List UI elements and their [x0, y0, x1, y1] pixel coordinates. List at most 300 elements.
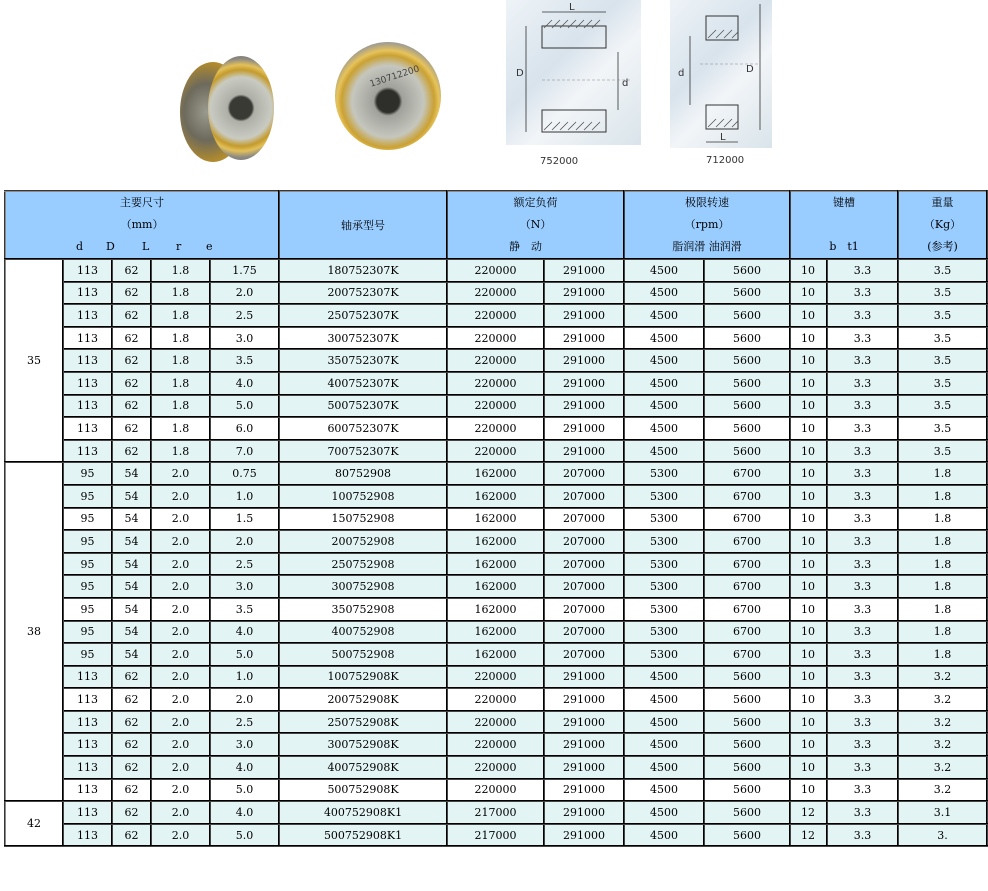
table-row [5, 666, 987, 689]
cell-b: 10 [790, 259, 827, 282]
cell-dynamic: 207000 [544, 621, 624, 644]
cell-oil: 6700 [704, 621, 790, 644]
cell-D: 54 [112, 462, 151, 485]
weight-title: 重量 [931, 196, 954, 209]
table-row [5, 440, 987, 463]
cell-d: 113 [63, 779, 112, 802]
cell-r: 2.5 [210, 711, 279, 734]
cell-d: 113 [63, 756, 112, 779]
cell-static: 217000 [447, 824, 544, 847]
table-row [5, 304, 987, 327]
cell-t1: 3.3 [827, 779, 898, 802]
cell-t1: 3.3 [827, 824, 898, 847]
cell-model: 300752908K [279, 733, 447, 756]
cell-grease: 5300 [624, 530, 704, 553]
cell-d: 113 [63, 327, 112, 350]
cell-L: 2.0 [151, 643, 210, 666]
cell-d: 113 [63, 666, 112, 689]
cell-t1: 3.3 [827, 417, 898, 440]
cell-grease: 4500 [624, 824, 704, 847]
cell-grease: 4500 [624, 327, 704, 350]
cell-d: 113 [63, 282, 112, 305]
cell-model: 400752908K1 [279, 801, 447, 824]
cell-r: 5.0 [210, 395, 279, 418]
cell-oil: 5600 [704, 395, 790, 418]
cell-weight: 1.8 [898, 643, 987, 666]
cell-b: 10 [790, 688, 827, 711]
cell-grease: 4500 [624, 688, 704, 711]
cell-D: 62 [112, 304, 151, 327]
cell-dynamic: 291000 [544, 779, 624, 802]
cell-D: 62 [112, 372, 151, 395]
cell-static: 162000 [447, 462, 544, 485]
table-row [5, 327, 987, 350]
cell-b: 10 [790, 643, 827, 666]
cell-oil: 6700 [704, 643, 790, 666]
cell-model: 200752908 [279, 530, 447, 553]
cell-oil: 5600 [704, 688, 790, 711]
cell-b: 10 [790, 282, 827, 305]
cell-L: 2.0 [151, 553, 210, 576]
cell-r: 2.0 [210, 688, 279, 711]
cell-oil: 5600 [704, 282, 790, 305]
cell-grease: 4500 [624, 779, 704, 802]
cell-b: 10 [790, 553, 827, 576]
cell-model: 500752908K1 [279, 824, 447, 847]
cell-d: 113 [63, 688, 112, 711]
table-row [5, 756, 987, 779]
cell-d: 95 [63, 462, 112, 485]
col-e: e [206, 240, 213, 253]
cell-t1: 3.3 [827, 756, 898, 779]
cell-d: 113 [63, 417, 112, 440]
cell-D: 62 [112, 349, 151, 372]
cell-D: 62 [112, 440, 151, 463]
col-D: D [106, 240, 115, 253]
cell-b: 10 [790, 372, 827, 395]
table-row [5, 733, 987, 756]
cell-r: 1.0 [210, 666, 279, 689]
cell-dynamic: 291000 [544, 824, 624, 847]
cell-D: 54 [112, 643, 151, 666]
cell-L: 2.0 [151, 733, 210, 756]
cell-b: 10 [790, 327, 827, 350]
cell-r: 4.0 [210, 621, 279, 644]
cell-b: 12 [790, 801, 827, 824]
cell-oil: 6700 [704, 508, 790, 531]
cell-static: 220000 [447, 395, 544, 418]
cell-r: 2.5 [210, 304, 279, 327]
speed-title: 极限转速 [685, 196, 730, 209]
cell-weight: 1.8 [898, 485, 987, 508]
cell-weight: 3.2 [898, 779, 987, 802]
cell-static: 220000 [447, 417, 544, 440]
cell-t1: 3.3 [827, 508, 898, 531]
cell-D: 62 [112, 824, 151, 847]
cell-model: 400752307K [279, 372, 447, 395]
cell-grease: 5300 [624, 553, 704, 576]
cell-static: 220000 [447, 756, 544, 779]
cell-static: 220000 [447, 733, 544, 756]
cell-L: 2.0 [151, 801, 210, 824]
cell-d: 95 [63, 485, 112, 508]
cell-D: 62 [112, 282, 151, 305]
cell-grease: 4500 [624, 711, 704, 734]
cell-d: 113 [63, 304, 112, 327]
group-label-cell: 35 [5, 259, 63, 462]
cell-grease: 5300 [624, 508, 704, 531]
table-row [5, 688, 987, 711]
header-keyway [790, 191, 898, 259]
cell-b: 10 [790, 733, 827, 756]
cell-b: 10 [790, 756, 827, 779]
cell-weight: 1.8 [898, 508, 987, 531]
cell-b: 10 [790, 621, 827, 644]
cell-static: 162000 [447, 598, 544, 621]
cell-oil: 5600 [704, 756, 790, 779]
cell-L: 2.0 [151, 530, 210, 553]
cell-dynamic: 207000 [544, 575, 624, 598]
cell-weight: 1.8 [898, 553, 987, 576]
cell-weight: 3.5 [898, 282, 987, 305]
table-row [5, 530, 987, 553]
cell-oil: 5600 [704, 779, 790, 802]
dims-unit: （mm） [120, 218, 164, 231]
cell-D: 54 [112, 621, 151, 644]
cell-d: 113 [63, 259, 112, 282]
cell-model: 350752307K [279, 349, 447, 372]
bearing-spec-table [4, 190, 988, 847]
cell-r: 6.0 [210, 417, 279, 440]
cell-L: 2.0 [151, 462, 210, 485]
cell-r: 5.0 [210, 643, 279, 666]
cell-weight: 3.2 [898, 733, 987, 756]
cell-d: 95 [63, 575, 112, 598]
cell-L: 1.8 [151, 440, 210, 463]
cell-model: 600752307K [279, 417, 447, 440]
cell-t1: 3.3 [827, 553, 898, 576]
cell-oil: 5600 [704, 824, 790, 847]
cell-b: 10 [790, 711, 827, 734]
cell-b: 10 [790, 530, 827, 553]
cell-static: 162000 [447, 530, 544, 553]
cell-b: 10 [790, 666, 827, 689]
cell-L: 1.8 [151, 259, 210, 282]
cell-b: 10 [790, 304, 827, 327]
cell-d: 113 [63, 395, 112, 418]
group-label-cell: 42 [5, 801, 63, 846]
cell-dynamic: 291000 [544, 440, 624, 463]
cell-oil: 5600 [704, 666, 790, 689]
cell-D: 62 [112, 327, 151, 350]
cell-grease: 4500 [624, 349, 704, 372]
cell-static: 162000 [447, 643, 544, 666]
cell-weight: 3.5 [898, 372, 987, 395]
cell-grease: 4500 [624, 372, 704, 395]
weight-note: (参考) [927, 240, 958, 253]
speed-cols: 脂润滑 油润滑 [672, 240, 742, 253]
key-title: 键槽 [833, 196, 856, 209]
cell-model: 100752908 [279, 485, 447, 508]
cell-grease: 5300 [624, 643, 704, 666]
cell-weight: 1.8 [898, 575, 987, 598]
cell-dynamic: 207000 [544, 553, 624, 576]
cell-b: 10 [790, 508, 827, 531]
cell-t1: 3.3 [827, 711, 898, 734]
cell-dynamic: 207000 [544, 643, 624, 666]
cell-weight: 3.5 [898, 327, 987, 350]
cell-d: 113 [63, 824, 112, 847]
cell-grease: 5300 [624, 485, 704, 508]
cell-b: 10 [790, 417, 827, 440]
product-figures [0, 0, 988, 188]
cell-dynamic: 291000 [544, 327, 624, 350]
speed-unit: （rpm） [684, 218, 730, 231]
cell-r: 3.5 [210, 598, 279, 621]
cell-r: 3.0 [210, 327, 279, 350]
cell-dynamic: 291000 [544, 801, 624, 824]
cell-L: 1.8 [151, 304, 210, 327]
cell-oil: 6700 [704, 462, 790, 485]
cell-L: 2.0 [151, 824, 210, 847]
cell-grease: 4500 [624, 417, 704, 440]
cell-model: 200752908K [279, 688, 447, 711]
cell-t1: 3.3 [827, 327, 898, 350]
table-row [5, 598, 987, 621]
cell-D: 62 [112, 688, 151, 711]
cell-model: 350752908 [279, 598, 447, 621]
cell-static: 220000 [447, 779, 544, 802]
cell-b: 12 [790, 824, 827, 847]
cell-static: 220000 [447, 666, 544, 689]
cell-weight: 1.8 [898, 621, 987, 644]
cell-L: 2.0 [151, 508, 210, 531]
cell-oil: 6700 [704, 575, 790, 598]
table-row [5, 259, 987, 282]
cell-D: 54 [112, 530, 151, 553]
cell-L: 2.0 [151, 485, 210, 508]
cell-b: 10 [790, 462, 827, 485]
bearing-marking: 130712200 [368, 64, 421, 90]
table-body [5, 259, 987, 846]
key-cols: b t1 [829, 240, 859, 253]
cell-r: 2.0 [210, 282, 279, 305]
cell-dynamic: 291000 [544, 372, 624, 395]
cell-oil: 5600 [704, 711, 790, 734]
cell-b: 10 [790, 575, 827, 598]
diagram-caption-712000: 712000 [706, 155, 745, 166]
cell-oil: 5600 [704, 801, 790, 824]
cell-b: 10 [790, 598, 827, 621]
cell-grease: 5300 [624, 575, 704, 598]
cell-model: 250752307K [279, 304, 447, 327]
cell-oil: 5600 [704, 733, 790, 756]
cell-weight: 3. [898, 824, 987, 847]
cell-t1: 3.3 [827, 304, 898, 327]
cell-L: 1.8 [151, 349, 210, 372]
cell-t1: 3.3 [827, 598, 898, 621]
cell-L: 2.0 [151, 688, 210, 711]
cell-dynamic: 291000 [544, 395, 624, 418]
cell-oil: 5600 [704, 349, 790, 372]
cell-grease: 4500 [624, 440, 704, 463]
load-title: 额定负荷 [513, 196, 558, 209]
cell-D: 54 [112, 508, 151, 531]
cell-D: 54 [112, 485, 151, 508]
cell-t1: 3.3 [827, 485, 898, 508]
cell-dynamic: 207000 [544, 508, 624, 531]
cell-L: 1.8 [151, 372, 210, 395]
cell-weight: 3.5 [898, 440, 987, 463]
cell-t1: 3.3 [827, 801, 898, 824]
cell-t1: 3.3 [827, 440, 898, 463]
cell-static: 220000 [447, 349, 544, 372]
cell-L: 2.0 [151, 598, 210, 621]
cell-t1: 3.3 [827, 259, 898, 282]
table-row [5, 621, 987, 644]
cell-model: 100752908K [279, 666, 447, 689]
cell-dynamic: 291000 [544, 733, 624, 756]
table-row [5, 417, 987, 440]
cell-r: 3.5 [210, 349, 279, 372]
col-d: d [76, 240, 84, 253]
cell-d: 95 [63, 621, 112, 644]
cell-weight: 3.5 [898, 349, 987, 372]
cell-grease: 5300 [624, 621, 704, 644]
bearing-photo-double [178, 42, 276, 172]
cell-static: 162000 [447, 575, 544, 598]
cell-D: 62 [112, 259, 151, 282]
cell-grease: 4500 [624, 395, 704, 418]
cell-grease: 4500 [624, 259, 704, 282]
cell-r: 3.0 [210, 575, 279, 598]
cell-dynamic: 291000 [544, 304, 624, 327]
cell-oil: 5600 [704, 417, 790, 440]
cell-dynamic: 291000 [544, 259, 624, 282]
cell-model: 150752908 [279, 508, 447, 531]
header-speed-limit [624, 191, 790, 259]
cell-model: 300752908 [279, 575, 447, 598]
cell-weight: 3.2 [898, 666, 987, 689]
cell-t1: 3.3 [827, 688, 898, 711]
cell-dynamic: 207000 [544, 530, 624, 553]
cell-static: 220000 [447, 259, 544, 282]
dims-cols [6, 236, 278, 258]
cell-model: 500752307K [279, 395, 447, 418]
table-row [5, 643, 987, 666]
cell-r: 4.0 [210, 801, 279, 824]
cell-dynamic: 291000 [544, 756, 624, 779]
col-r: r [176, 240, 182, 253]
cell-d: 113 [63, 440, 112, 463]
cell-D: 62 [112, 395, 151, 418]
cell-weight: 3.1 [898, 801, 987, 824]
cell-d: 95 [63, 553, 112, 576]
cell-weight: 3.5 [898, 259, 987, 282]
cell-dynamic: 207000 [544, 598, 624, 621]
cell-b: 10 [790, 349, 827, 372]
cell-model: 400752908K [279, 756, 447, 779]
cell-D: 62 [112, 801, 151, 824]
cell-D: 54 [112, 598, 151, 621]
diagram-caption-752000: 752000 [540, 156, 579, 167]
cell-r: 1.0 [210, 485, 279, 508]
cell-static: 162000 [447, 508, 544, 531]
cell-dynamic: 291000 [544, 711, 624, 734]
header-model: 轴承型号 [279, 191, 447, 259]
cell-static: 162000 [447, 553, 544, 576]
cell-static: 220000 [447, 282, 544, 305]
cell-model: 180752307K [279, 259, 447, 282]
cell-d: 95 [63, 643, 112, 666]
table-row [5, 349, 987, 372]
cell-dynamic: 291000 [544, 666, 624, 689]
cell-D: 62 [112, 711, 151, 734]
load-unit: （N） [519, 218, 552, 231]
cell-oil: 5600 [704, 327, 790, 350]
cell-dynamic: 291000 [544, 349, 624, 372]
cell-d: 113 [63, 733, 112, 756]
cell-oil: 6700 [704, 485, 790, 508]
table-row [5, 282, 987, 305]
cell-oil: 5600 [704, 259, 790, 282]
cell-D: 54 [112, 575, 151, 598]
cell-D: 62 [112, 733, 151, 756]
cell-L: 1.8 [151, 395, 210, 418]
bearing-photo-single [335, 38, 443, 154]
cell-oil: 5600 [704, 440, 790, 463]
cell-D: 62 [112, 666, 151, 689]
cell-dynamic: 291000 [544, 688, 624, 711]
cell-model: 500752908K [279, 779, 447, 802]
cell-static: 217000 [447, 801, 544, 824]
table-row [5, 553, 987, 576]
load-cols: 静 动 [509, 240, 543, 253]
cell-b: 10 [790, 485, 827, 508]
cell-b: 10 [790, 779, 827, 802]
cell-t1: 3.3 [827, 349, 898, 372]
cell-d: 113 [63, 372, 112, 395]
cell-grease: 4500 [624, 756, 704, 779]
cell-D: 62 [112, 417, 151, 440]
cell-weight: 3.2 [898, 711, 987, 734]
cell-dynamic: 291000 [544, 282, 624, 305]
table-row [5, 395, 987, 418]
cell-L: 2.0 [151, 621, 210, 644]
cell-static: 220000 [447, 327, 544, 350]
table-row [5, 485, 987, 508]
cell-L: 2.0 [151, 779, 210, 802]
diagram-752000: L D d [506, 0, 641, 145]
cell-r: 4.0 [210, 756, 279, 779]
cell-d: 95 [63, 530, 112, 553]
cell-grease: 5300 [624, 462, 704, 485]
cell-L: 1.8 [151, 327, 210, 350]
cell-weight: 3.5 [898, 417, 987, 440]
header-weight [898, 191, 987, 259]
cell-r: 2.0 [210, 530, 279, 553]
cell-L: 2.0 [151, 711, 210, 734]
cell-r: 1.75 [210, 259, 279, 282]
cell-grease: 4500 [624, 304, 704, 327]
cell-static: 162000 [447, 621, 544, 644]
header-rated-load [447, 191, 624, 259]
cell-dynamic: 207000 [544, 485, 624, 508]
table-row [5, 372, 987, 395]
cell-t1: 3.3 [827, 666, 898, 689]
cell-grease: 4500 [624, 666, 704, 689]
cell-r: 3.0 [210, 733, 279, 756]
